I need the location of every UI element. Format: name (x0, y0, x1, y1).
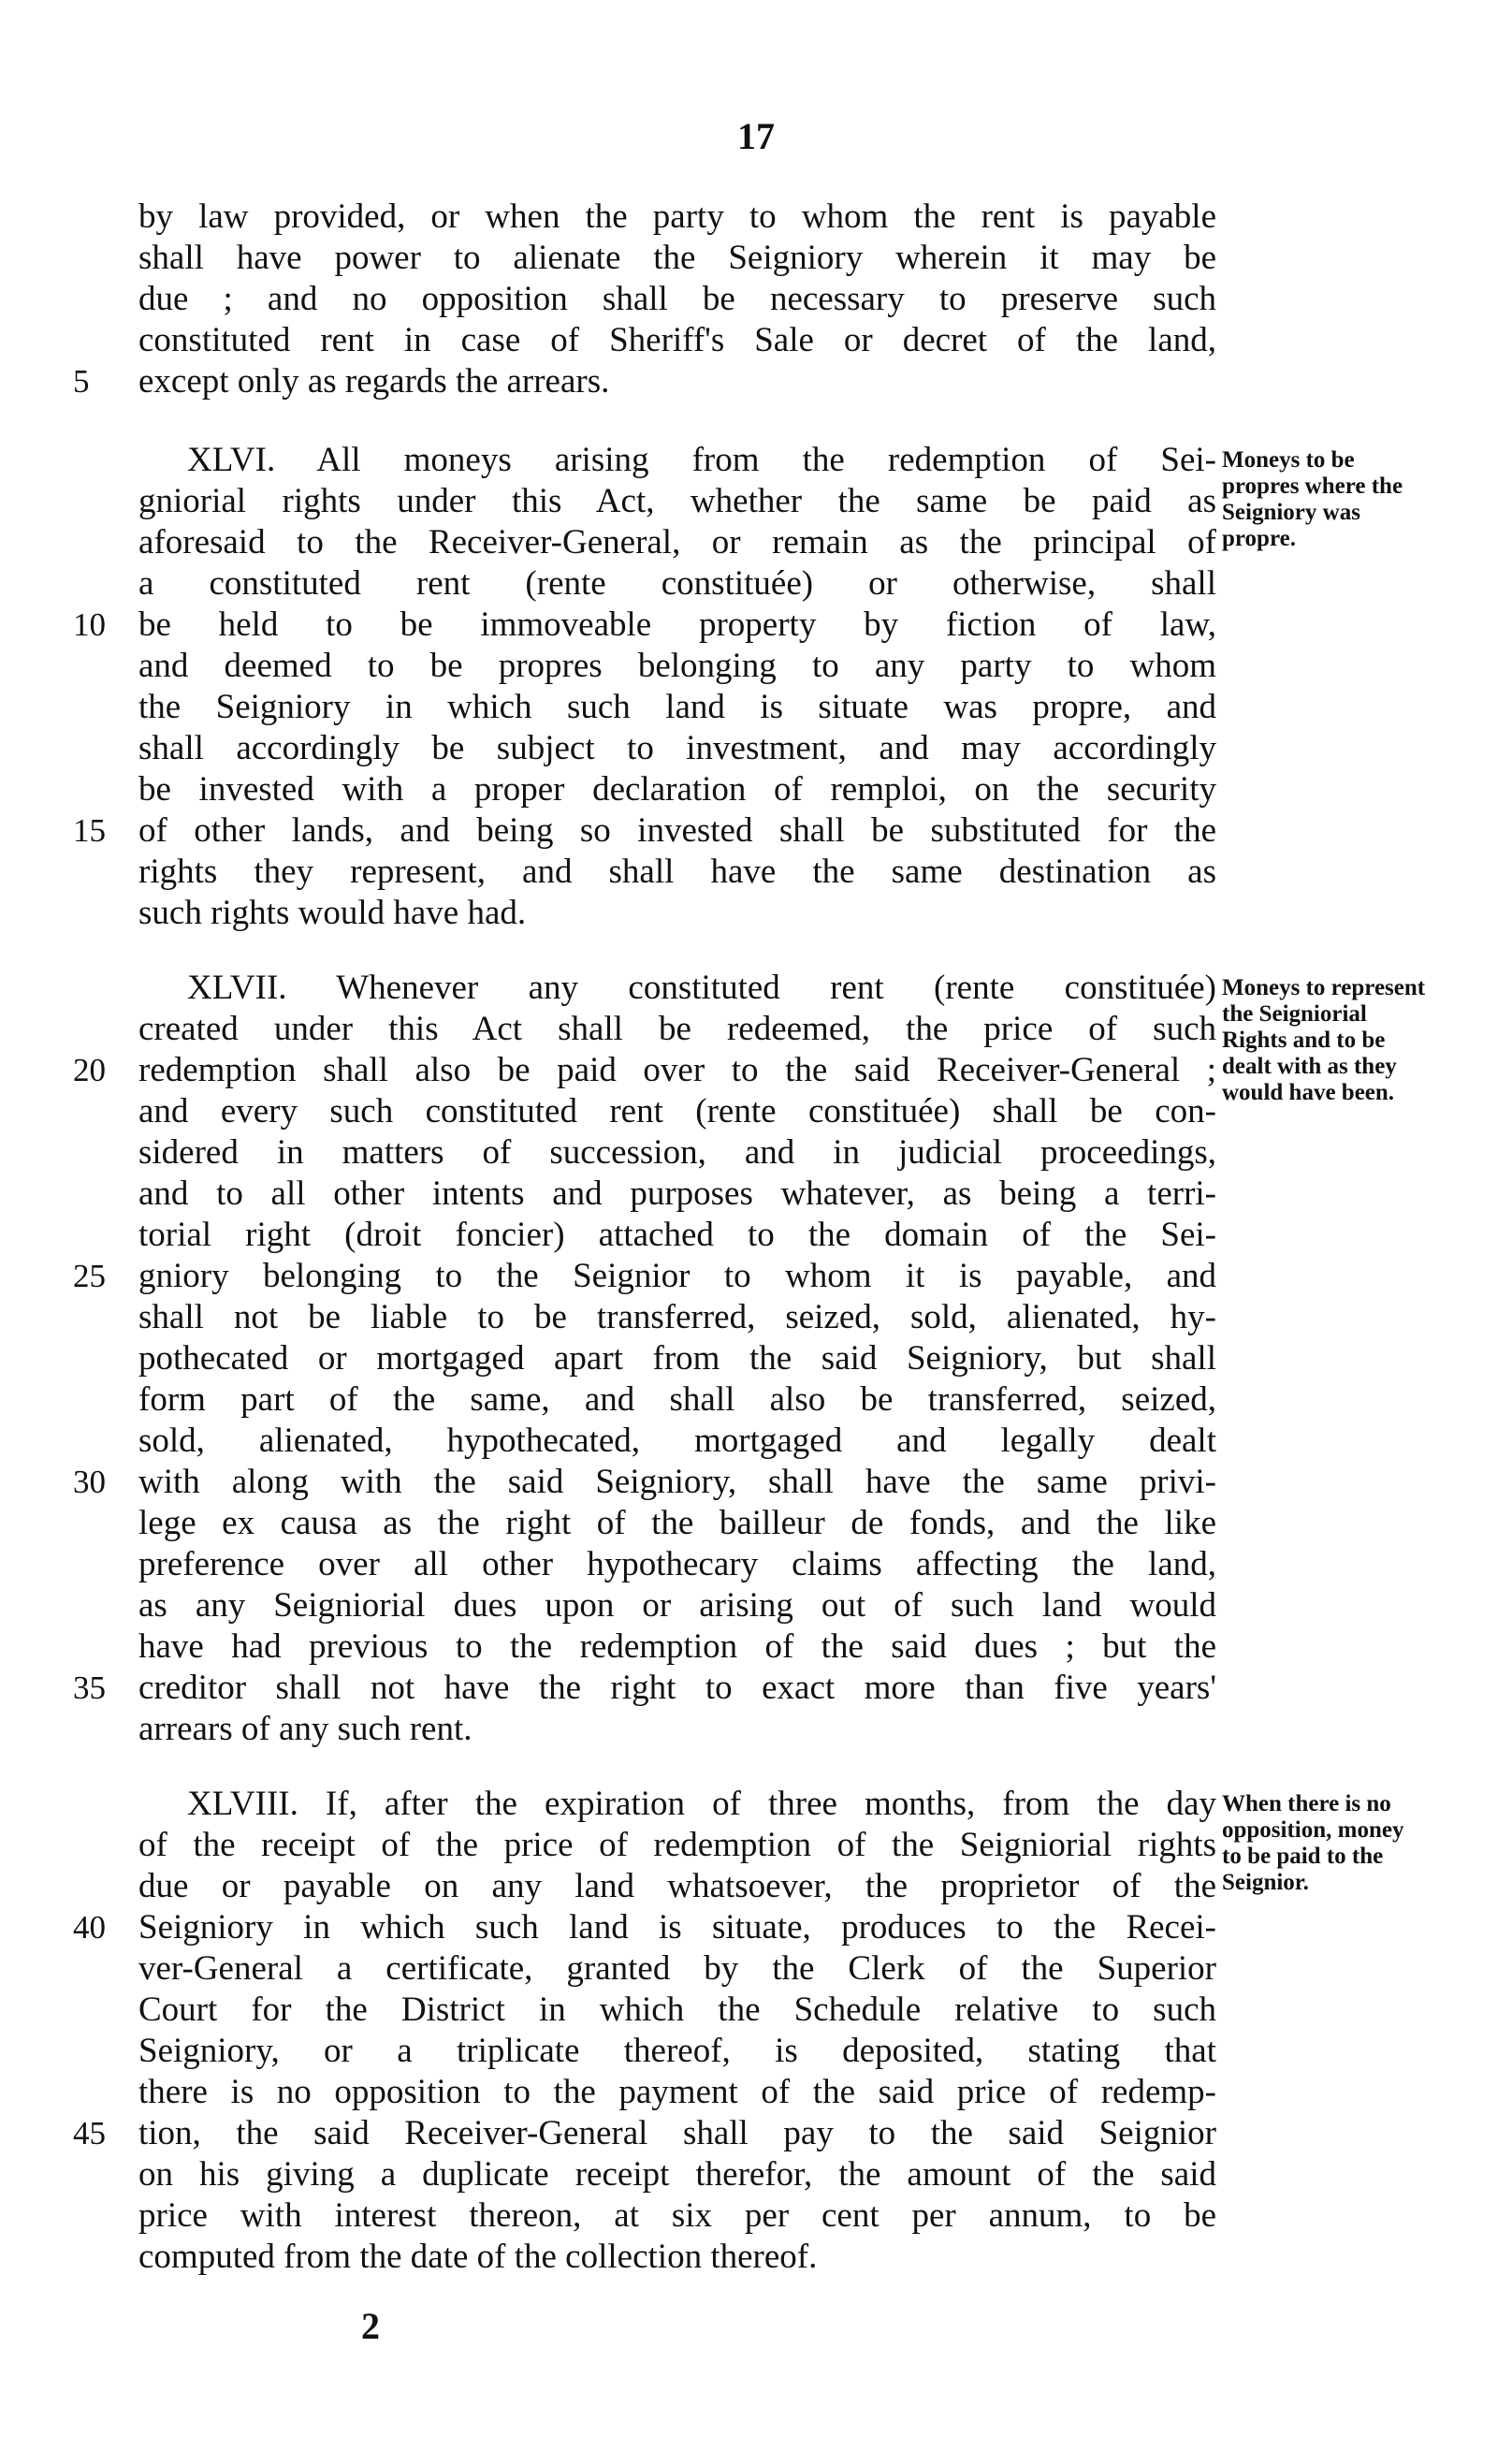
text-line: pothecated or mortgaged apart from the said Seigniory, but shall (138, 1339, 1216, 1378)
text-line: lege ex causa as the right of the bailleur de fonds, and the like (138, 1504, 1216, 1542)
text-line: with along with the said Seigniory, shall have the same privi- (138, 1463, 1216, 1501)
section-heading-line: XLVIII. If, after the expiration of three months, from the day (187, 1785, 1216, 1823)
page-number: 17 (737, 115, 775, 157)
text-line: creditor shall not have the right to exact more than five years' (138, 1669, 1216, 1707)
margin-note: Moneys to be propres where the Seigniory was propre. (1222, 447, 1403, 551)
text-line: except only as regards the arrears. (138, 362, 610, 401)
text-line: have had previous to the redemption of the said dues ; but the (138, 1627, 1216, 1666)
signature-mark: 2 (361, 2305, 380, 2347)
text-line: such rights would have had. (138, 894, 527, 932)
text-line: a constituted rent (rente constituée) or otherwise, shall (138, 564, 1216, 603)
text-line: gniorial rights under this Act, whether the same be paid as (138, 482, 1216, 520)
section-heading-line: XLVI. All moneys arising from the redemption of Sei- (187, 441, 1216, 479)
text-line: by law provided, or when the party to whom the rent is payable (138, 197, 1216, 236)
section-heading-line: XLVII. Whenever any constituted rent (rente constituée) (187, 969, 1216, 1007)
text-line: of the receipt of the price of redemption of the Seigniorial rights (138, 1826, 1216, 1864)
text-line: and to all other intents and purposes whatever, as being a terri- (138, 1174, 1216, 1213)
text-line: shall not be liable to be transferred, seized, sold, alienated, hy- (138, 1298, 1216, 1336)
line-number: 35 (73, 1670, 106, 1706)
text-line: computed from the date of the collection thereof. (138, 2238, 818, 2276)
text-line: arrears of any such rent. (138, 1710, 472, 1748)
line-number: 5 (73, 363, 90, 400)
text-line: and deemed to be propres belonging to any party to whom (138, 647, 1216, 685)
text-line: due or payable on any land whatsoever, the proprietor of the (138, 1867, 1216, 1905)
text-line: Seigniory, or a triplicate thereof, is deposited, stating that (138, 2032, 1216, 2070)
line-number: 40 (73, 1909, 106, 1946)
text-line: constituted rent in case of Sheriff's Sale or decret of the land, (138, 321, 1216, 359)
line-number: 20 (73, 1052, 106, 1088)
text-line: as any Seigniorial dues upon or arising out of such land would (138, 1586, 1216, 1625)
line-number: 30 (73, 1464, 106, 1500)
text-line: on his giving a duplicate receipt therefor, the amount of the said (138, 2155, 1216, 2194)
text-line: there is no opposition to the payment of the said price of redemp- (138, 2073, 1216, 2111)
text-line: created under this Act shall be redeemed, the price of such (138, 1010, 1216, 1048)
text-line: gniory belonging to the Seignior to whom it is payable, and (138, 1257, 1216, 1295)
text-line: be invested with a proper declaration of remploi, on the security (138, 770, 1216, 809)
text-line: the Seigniory in which such land is situate was propre, and (138, 688, 1216, 726)
text-line: tion, the said Receiver-General shall pay to the said Seignior (138, 2114, 1216, 2152)
text-line: and every such constituted rent (rente constituée) shall be con- (138, 1092, 1216, 1130)
line-number: 10 (73, 606, 106, 643)
text-line: of other lands, and being so invested shall be substituted for the (138, 811, 1216, 850)
line-number: 25 (73, 1258, 106, 1294)
text-line: due ; and no opposition shall be necessary to preserve such (138, 280, 1216, 318)
text-line: redemption shall also be paid over to the said Receiver-General ; (138, 1051, 1216, 1089)
text-line: sidered in matters of succession, and in judicial proceedings, (138, 1133, 1216, 1172)
line-number: 45 (73, 2115, 106, 2151)
line-number: 15 (73, 812, 106, 849)
margin-note: Moneys to represent the Seigniorial Rights and to be dealt with as they would have been. (1222, 975, 1426, 1105)
text-line: shall accordingly be subject to investment, and may accordingly (138, 729, 1216, 767)
text-line: be held to be immoveable property by fiction of law, (138, 605, 1216, 644)
text-line: aforesaid to the Receiver-General, or remain as the principal of (138, 523, 1216, 561)
text-line: sold, alienated, hypothecated, mortgaged and legally dealt (138, 1422, 1216, 1460)
text-line: Court for the District in which the Schedule relative to such (138, 1991, 1216, 2029)
text-line: torial right (droit foncier) attached to the domain of the Sei- (138, 1216, 1216, 1254)
text-line: preference over all other hypothecary claims affecting the land, (138, 1545, 1216, 1583)
text-line: form part of the same, and shall also be transferred, seized, (138, 1380, 1216, 1419)
text-line: Seigniory in which such land is situate, produces to the Recei- (138, 1908, 1216, 1947)
margin-note: When there is no opposition, money to be paid to the Seignior. (1222, 1791, 1404, 1895)
text-line: price with interest thereon, at six per cent per annum, to be (138, 2196, 1216, 2235)
text-line: ver-General a certificate, granted by the Clerk of the Superior (138, 1949, 1216, 1988)
text-line: rights they represent, and shall have the same destination as (138, 853, 1216, 891)
text-line: shall have power to alienate the Seigniory wherein it may be (138, 239, 1216, 277)
